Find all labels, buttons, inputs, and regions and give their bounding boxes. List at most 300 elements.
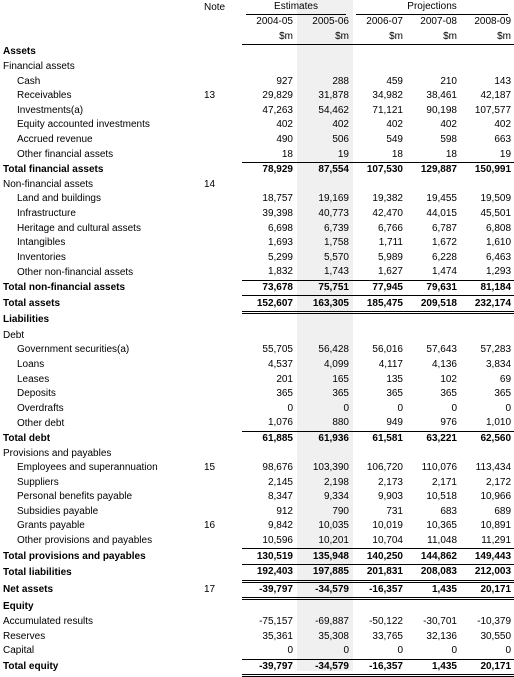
- row-label: Financial assets: [3, 61, 75, 73]
- value-cell: 365: [332, 388, 349, 400]
- row-note: [200, 192, 242, 207]
- row-note: [200, 629, 242, 644]
- value-cell: 10,365: [426, 520, 457, 532]
- value-cell: 683: [440, 505, 457, 517]
- value-cell: 102: [440, 373, 457, 385]
- value-cell: [296, 312, 352, 328]
- table-row: [0, 265, 514, 280]
- row-label: Leases: [17, 373, 50, 385]
- row-note: [200, 490, 242, 505]
- value-cell: 9,842: [267, 520, 293, 532]
- header-row-years: [0, 15, 514, 30]
- table-row: [0, 629, 514, 644]
- value-cell: 106,720: [366, 462, 403, 474]
- table-row: [0, 162, 514, 177]
- value-cell: 0: [343, 402, 349, 414]
- value-cell: 927: [276, 75, 293, 87]
- value-cell: [460, 60, 514, 75]
- value-cell: 10,966: [480, 491, 512, 503]
- table-row: [0, 564, 514, 581]
- value-cell: 288: [332, 75, 349, 87]
- row-note: [200, 251, 242, 266]
- row-label: Total debt: [3, 432, 51, 444]
- value-cell: 506: [332, 134, 349, 146]
- table-row: [0, 118, 514, 133]
- value-cell: 40,773: [318, 208, 349, 220]
- row-label: Government securities(a): [17, 344, 130, 356]
- value-cell: 1,711: [378, 237, 403, 249]
- value-cell: [296, 446, 352, 461]
- value-cell: 19,382: [372, 193, 403, 205]
- row-label: Total provisions and payables: [3, 550, 146, 562]
- value-cell: -75,157: [259, 616, 293, 628]
- value-cell: 2,173: [377, 476, 403, 488]
- table-row: [0, 236, 514, 251]
- table-row: [0, 659, 514, 676]
- table-row: [0, 178, 514, 193]
- value-cell: 731: [386, 505, 403, 517]
- value-cell: 598: [440, 134, 457, 146]
- value-cell: 19: [460, 147, 514, 162]
- row-label: Cash: [17, 75, 41, 87]
- table-body: [0, 45, 514, 676]
- value-cell: -34,579: [296, 581, 352, 599]
- table-row: [0, 343, 514, 358]
- value-cell: 62,560: [480, 432, 512, 444]
- value-cell: 42,470: [372, 208, 403, 220]
- row-note: [200, 343, 242, 358]
- row-note: [200, 236, 242, 251]
- value-cell: 5,989: [377, 251, 403, 263]
- value-cell: 61,936: [318, 432, 349, 444]
- value-cell: 10,596: [242, 534, 296, 549]
- row-note: [200, 118, 242, 133]
- value-cell: 29,829: [262, 90, 293, 102]
- table-row: [0, 358, 514, 373]
- table-row: [0, 387, 514, 402]
- value-cell: 107,577: [474, 104, 512, 116]
- value-cell: 57,643: [426, 344, 457, 356]
- value-cell: [242, 45, 296, 60]
- row-label: Liabilities: [3, 314, 50, 326]
- value-cell: [242, 178, 296, 193]
- value-cell: 6,739: [323, 222, 349, 234]
- table-row: [0, 505, 514, 520]
- value-cell: 135: [386, 373, 403, 385]
- value-cell: [242, 60, 296, 75]
- row-note: [200, 615, 242, 630]
- value-cell: 5,570: [323, 251, 349, 263]
- value-cell: 0: [352, 644, 406, 659]
- value-cell: 0: [296, 644, 352, 659]
- value-cell: [352, 60, 406, 75]
- row-label: Other financial assets: [17, 148, 114, 160]
- row-label: Other provisions and payables: [17, 535, 153, 547]
- value-cell: 31,878: [318, 90, 349, 102]
- value-cell: 4,099: [323, 358, 349, 370]
- value-cell: 365: [440, 388, 457, 400]
- value-cell: 6,463: [486, 251, 512, 263]
- value-cell: 8,347: [267, 491, 293, 503]
- table-row: [0, 147, 514, 162]
- year-header: 2005-06: [312, 16, 349, 28]
- value-cell: 20,171: [460, 581, 514, 599]
- value-cell: -10,379: [477, 616, 512, 628]
- value-cell: 1,076: [242, 416, 296, 431]
- row-label: Infrastructure: [17, 208, 76, 220]
- value-cell: 459: [386, 75, 403, 87]
- row-note: [200, 296, 242, 313]
- year-header: 2007-08: [420, 16, 457, 28]
- table-row: [0, 416, 514, 431]
- value-cell: 144,862: [406, 549, 460, 565]
- value-cell: 0: [287, 402, 293, 414]
- row-note: [200, 401, 242, 416]
- value-cell: 71,121: [372, 104, 403, 116]
- value-cell: 10,201: [296, 534, 352, 549]
- value-cell: 0: [397, 402, 403, 414]
- value-cell: 75,751: [296, 280, 352, 296]
- row-note: [200, 358, 242, 373]
- value-cell: 232,174: [460, 296, 514, 313]
- table-row: [0, 89, 514, 104]
- row-note: 14: [204, 178, 216, 190]
- value-cell: 10,019: [372, 520, 403, 532]
- unit-header: $m: [460, 30, 514, 45]
- row-note: [200, 312, 242, 328]
- value-cell: [352, 446, 406, 461]
- value-cell: [406, 312, 460, 328]
- table-row: [0, 599, 514, 615]
- value-cell: 30,550: [480, 630, 512, 642]
- projections-header: Projections: [352, 0, 514, 15]
- value-cell: -34,579: [296, 659, 352, 676]
- row-note: 13: [204, 90, 216, 102]
- table-row: [0, 207, 514, 222]
- table-row: [0, 221, 514, 236]
- value-cell: 63,221: [426, 432, 457, 444]
- value-cell: 150,991: [474, 164, 512, 176]
- value-cell: 185,475: [352, 296, 406, 313]
- value-cell: 689: [494, 505, 512, 517]
- value-cell: 4,117: [378, 358, 403, 370]
- value-cell: [406, 45, 460, 60]
- unit-header: $m: [406, 30, 460, 45]
- value-cell: 113,434: [475, 462, 512, 474]
- value-cell: 19,455: [426, 193, 457, 205]
- value-cell: [352, 178, 406, 193]
- value-cell: 78,929: [262, 164, 293, 176]
- value-cell: -30,701: [423, 616, 457, 628]
- value-cell: 10,704: [352, 534, 406, 549]
- table-row: [0, 549, 514, 565]
- value-cell: 2,198: [323, 476, 349, 488]
- row-label: Total assets: [3, 298, 61, 310]
- row-note: [200, 265, 242, 280]
- value-cell: 6,766: [377, 222, 403, 234]
- value-cell: 11,291: [460, 534, 514, 549]
- table-row: [0, 372, 514, 387]
- estimates-header: Estimates: [242, 0, 352, 15]
- value-cell: 10,035: [318, 520, 349, 532]
- row-note: [200, 431, 242, 446]
- value-cell: [352, 599, 406, 615]
- header-row-groups: [0, 0, 514, 15]
- value-cell: 32,136: [426, 630, 457, 642]
- table-row: [0, 328, 514, 343]
- value-cell: 4,537: [267, 358, 293, 370]
- value-cell: 129,887: [420, 164, 457, 176]
- table-row: [0, 60, 514, 75]
- value-cell: 3,834: [486, 358, 512, 370]
- value-cell: 152,607: [242, 296, 296, 313]
- table-row: [0, 490, 514, 505]
- value-cell: -16,357: [352, 581, 406, 599]
- row-note: [200, 446, 242, 461]
- table-row: [0, 312, 514, 328]
- value-cell: 165: [332, 373, 349, 385]
- row-note: [200, 564, 242, 581]
- value-cell: 490: [276, 134, 293, 146]
- value-cell: 1,474: [406, 265, 460, 280]
- value-cell: 56,428: [318, 344, 349, 356]
- value-cell: -16,357: [352, 659, 406, 676]
- value-cell: 197,885: [296, 564, 352, 581]
- value-cell: 87,554: [318, 164, 349, 176]
- value-cell: 0: [242, 644, 296, 659]
- value-cell: 11,048: [406, 534, 460, 549]
- row-note: [200, 659, 242, 676]
- value-cell: [242, 312, 296, 328]
- value-cell: 33,765: [372, 630, 403, 642]
- value-cell: 19,509: [480, 193, 512, 205]
- value-cell: 98,676: [262, 462, 293, 474]
- row-note: [200, 104, 242, 119]
- value-cell: 1,010: [460, 416, 514, 431]
- value-cell: 1,293: [460, 265, 514, 280]
- table-row: [0, 534, 514, 549]
- value-cell: 1,743: [296, 265, 352, 280]
- value-cell: 10,891: [480, 520, 512, 532]
- value-cell: 2,171: [431, 476, 457, 488]
- value-cell: 365: [276, 388, 293, 400]
- unit-header: $m: [242, 30, 296, 45]
- value-cell: 35,308: [318, 630, 349, 642]
- unit-header: $m: [352, 30, 406, 45]
- value-cell: 19: [296, 147, 352, 162]
- value-cell: -50,122: [369, 616, 403, 628]
- value-cell: 201,831: [352, 564, 406, 581]
- value-cell: 18,757: [262, 193, 293, 205]
- row-note: 16: [204, 520, 216, 532]
- row-label: Personal benefits payable: [17, 491, 133, 503]
- row-label: Heritage and cultural assets: [17, 222, 141, 234]
- value-cell: 81,184: [460, 280, 514, 296]
- value-cell: 38,461: [426, 90, 457, 102]
- value-cell: [296, 60, 352, 75]
- table-row: [0, 296, 514, 313]
- value-cell: 0: [451, 402, 457, 414]
- value-cell: 34,982: [372, 90, 403, 102]
- row-label: Equity accounted investments: [17, 119, 150, 131]
- unit-header: $m: [296, 30, 352, 45]
- value-cell: 77,945: [352, 280, 406, 296]
- row-note: [200, 162, 242, 177]
- value-cell: 402: [332, 119, 349, 131]
- value-cell: 135,948: [296, 549, 352, 565]
- value-cell: [242, 599, 296, 615]
- row-note: [200, 475, 242, 490]
- table-row: [0, 461, 514, 476]
- value-cell: 42,187: [480, 90, 512, 102]
- value-cell: [406, 178, 460, 193]
- table-row: [0, 644, 514, 659]
- table-row: [0, 104, 514, 119]
- row-label: Inventories: [17, 251, 66, 263]
- row-note: [200, 644, 242, 659]
- value-cell: 6,808: [486, 222, 512, 234]
- value-cell: 73,678: [242, 280, 296, 296]
- value-cell: 163,305: [296, 296, 352, 313]
- value-cell: 1,672: [431, 237, 457, 249]
- value-cell: 949: [352, 416, 406, 431]
- row-note: [200, 328, 242, 343]
- value-cell: [406, 328, 460, 343]
- row-note: [200, 147, 242, 162]
- value-cell: [406, 60, 460, 75]
- value-cell: 61,581: [372, 432, 403, 444]
- row-note: [200, 372, 242, 387]
- row-label: Land and buildings: [17, 193, 101, 205]
- value-cell: [460, 446, 514, 461]
- row-note: [200, 60, 242, 75]
- table-row: [0, 74, 514, 89]
- value-cell: [406, 599, 460, 615]
- row-label: Other debt: [17, 417, 65, 429]
- value-cell: 663: [494, 134, 512, 146]
- value-cell: 209,518: [406, 296, 460, 313]
- row-note: [200, 416, 242, 431]
- row-label: Net assets: [3, 583, 54, 595]
- row-label: Equity: [3, 600, 34, 612]
- year-header: 2006-07: [366, 16, 403, 28]
- value-cell: 90,198: [426, 104, 457, 116]
- value-cell: 880: [296, 416, 352, 431]
- value-cell: 6,228: [431, 251, 457, 263]
- value-cell: 208,083: [406, 564, 460, 581]
- value-cell: 4,136: [431, 358, 457, 370]
- row-note: [200, 534, 242, 549]
- table-row: [0, 475, 514, 490]
- value-cell: 55,705: [262, 344, 293, 356]
- value-cell: 149,443: [460, 549, 514, 565]
- value-cell: 210: [440, 75, 457, 87]
- value-cell: -69,887: [315, 616, 349, 628]
- value-cell: 18: [352, 147, 406, 162]
- value-cell: [242, 328, 296, 343]
- row-note: [200, 74, 242, 89]
- value-cell: 9,903: [377, 491, 403, 503]
- row-label: Total liabilities: [3, 566, 72, 578]
- value-cell: 19,169: [318, 193, 349, 205]
- value-cell: 5,299: [267, 251, 293, 263]
- value-cell: 57,283: [480, 344, 512, 356]
- row-note: [200, 549, 242, 565]
- table-row: [0, 519, 514, 534]
- value-cell: -39,797: [242, 659, 296, 676]
- row-label: Non-financial assets: [3, 178, 94, 190]
- row-note: [200, 280, 242, 296]
- row-note: 15: [204, 462, 216, 474]
- value-cell: [352, 328, 406, 343]
- row-label: Loans: [17, 358, 45, 370]
- value-cell: 549: [386, 134, 403, 146]
- value-cell: [242, 446, 296, 461]
- value-cell: [352, 312, 406, 328]
- value-cell: [352, 45, 406, 60]
- value-cell: [460, 178, 514, 193]
- value-cell: [296, 45, 352, 60]
- row-note: [200, 45, 242, 60]
- table-row: [0, 251, 514, 266]
- row-label: Total financial assets: [3, 163, 104, 175]
- value-cell: 18: [406, 147, 460, 162]
- table-row: [0, 431, 514, 446]
- row-label: Intangibles: [17, 237, 66, 249]
- value-cell: 39,398: [262, 208, 293, 220]
- value-cell: [460, 312, 514, 328]
- value-cell: 402: [276, 119, 293, 131]
- value-cell: 2,145: [267, 476, 293, 488]
- row-label: Debt: [3, 329, 25, 341]
- value-cell: 0: [460, 644, 514, 659]
- value-cell: 1,435: [406, 659, 460, 676]
- year-header: 2004-05: [256, 16, 293, 28]
- value-cell: 2,172: [486, 476, 512, 488]
- value-cell: 56,016: [372, 344, 403, 356]
- row-label: Suppliers: [17, 476, 59, 488]
- table-row: [0, 192, 514, 207]
- year-header: 2008-09: [474, 16, 512, 28]
- value-cell: 103,390: [312, 462, 349, 474]
- table-row: [0, 615, 514, 630]
- value-cell: [460, 599, 514, 615]
- value-cell: 47,263: [262, 104, 293, 116]
- value-cell: 61,885: [262, 432, 293, 444]
- value-cell: 1,693: [267, 237, 293, 249]
- value-cell: 44,015: [426, 208, 457, 220]
- value-cell: [460, 328, 514, 343]
- row-label: Reserves: [3, 630, 46, 642]
- value-cell: 107,530: [366, 164, 403, 176]
- table-row: [0, 45, 514, 60]
- value-cell: 18: [242, 147, 296, 162]
- row-label: Accumulated results: [3, 616, 94, 628]
- row-label: Overdrafts: [17, 402, 64, 414]
- value-cell: 402: [494, 119, 512, 131]
- value-cell: [296, 178, 352, 193]
- value-cell: 45,501: [480, 208, 512, 220]
- value-cell: 192,403: [242, 564, 296, 581]
- row-label: Provisions and payables: [3, 447, 112, 459]
- value-cell: 69: [499, 373, 512, 385]
- value-cell: 54,462: [318, 104, 349, 116]
- row-label: Total non-financial assets: [3, 281, 126, 293]
- row-label: Employees and superannuation: [17, 462, 158, 474]
- row-note: [200, 207, 242, 222]
- value-cell: 6,787: [431, 222, 457, 234]
- row-label: Investments(a): [17, 104, 84, 116]
